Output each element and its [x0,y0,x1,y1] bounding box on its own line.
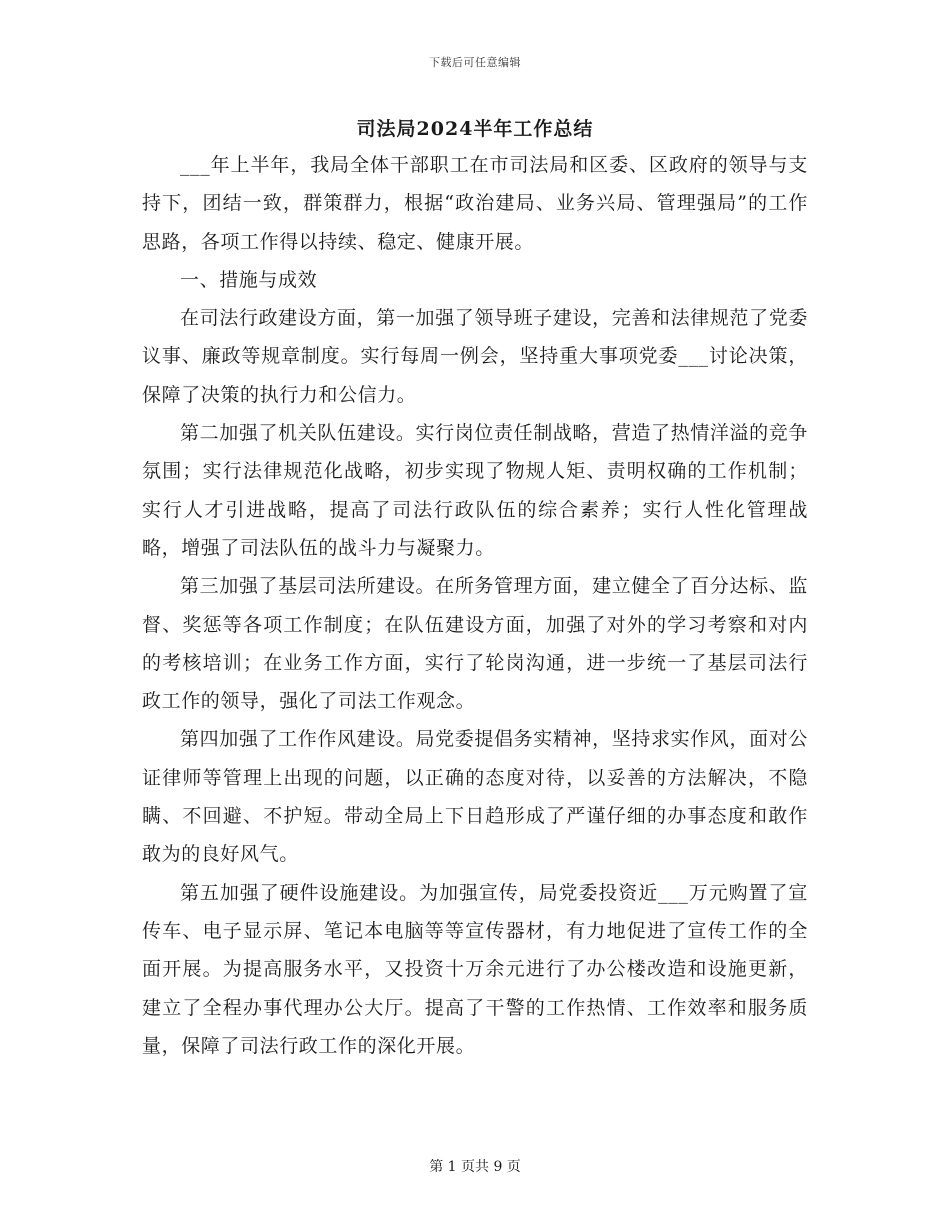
paragraph-5: 第五加强了硬件设施建设。为加强宣传，局党委投资近___万元购置了宣传车、电子显示屏、笔记本电脑等等宣传器材，有力地促进了宣传工作的全面开展。为提高服务水平，又投资十万余元进行了办公楼改造和设施更新，建立了全程办事代理办公大厅。提高了干警的工作热情、工作效率和服务质量，保障了司法行政工作的深化开展。 [142,881,808,1057]
document-body [142,146,808,1065]
page-footer: 第 1 页共 9 页 [429,1159,521,1175]
paragraph-intro: ___年上半年，我局全体干部职工在市司法局和区委、区政府的领导与支持下，团结一致，群策群力，根据“政治建局、业务兴局、管理强局”的工作思路，各项工作得以持续、稳定、健康开展。 [142,154,808,253]
paragraph-4: 第四加强了工作作风建设。局党委提倡务实精神，坚持求实作风，面对公证律师等管理上出现的问题，以正确的态度对待，以妥善的方法解决，不隐瞒、不回避、不护短。带动全局上下日趋形成了严谨仔细的办事态度和敢作敢为的良好风气。 [142,728,808,866]
document-title: 司法局2024半年工作总结 [356,118,594,140]
section-heading: 一、措施与成效 [180,268,318,291]
paragraph-2: 第二加强了机关队伍建设。实行岗位责任制战略，营造了热情洋溢的竞争氛围；实行法律规范化战略，初步实现了物规人矩、责明权确的工作机制；实行人才引进战略，提高了司法行政队伍的综合素养；实行人性化管理战略，增强了司法队伍的战斗力与凝聚力。 [142,422,808,559]
header-note: 下载后可任意编辑 [429,56,521,69]
paragraph-3: 第三加强了基层司法所建设。在所务管理方面，建立健全了百分达标、监督、奖惩等各项工作制度；在队伍建设方面，加强了对外的学习考察和对内的考核培训；在业务工作方面，实行了轮岗沟通，进一步统一了基层司法行政工作的领导，强化了司法工作观念。 [142,575,808,713]
paragraph-1: 在司法行政建设方面，第一加强了领导班子建设，完善和法律规范了党委议事、廉政等规章制度。实行每周一例会，坚持重大事项党委___讨论决策，保障了决策的执行力和公信力。 [142,307,808,406]
